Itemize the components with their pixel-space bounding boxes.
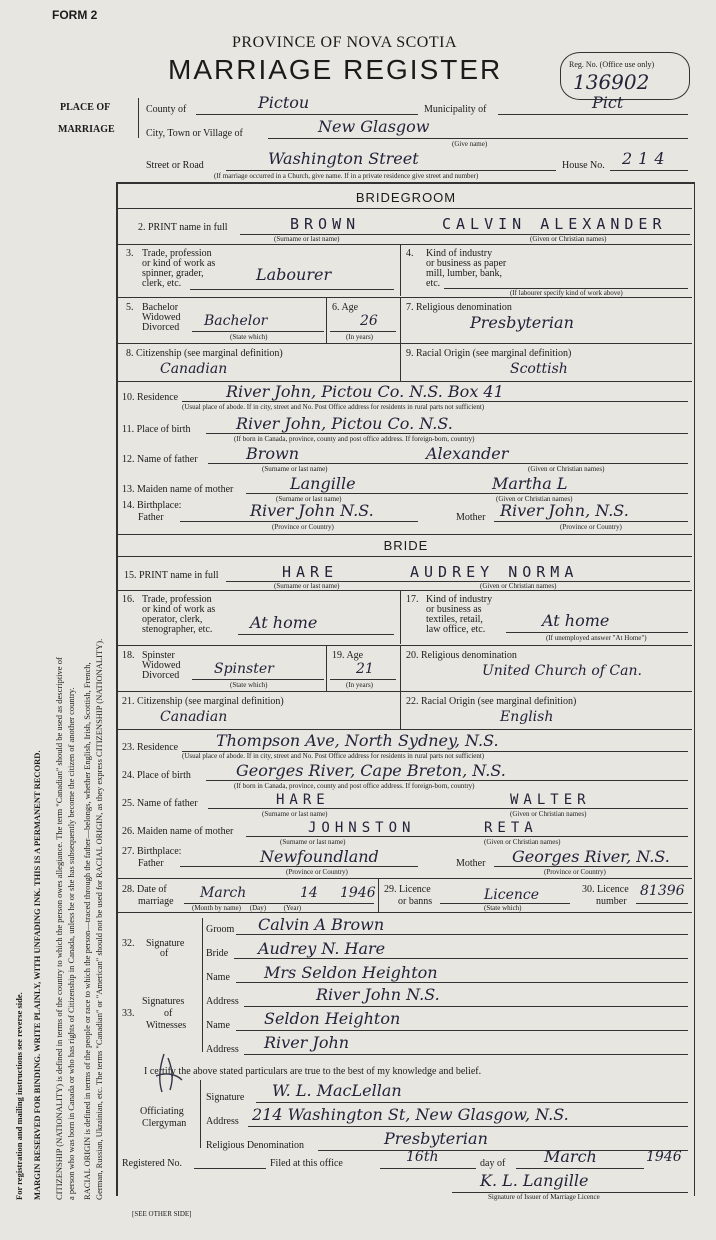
groom-religion: Presbyterian: [470, 313, 574, 332]
sig-label-2: of: [160, 948, 169, 959]
street-value: Washington Street: [268, 149, 419, 168]
bride-industry-num: 17.: [406, 594, 419, 605]
bride-birthplace-label-1: 27. Birthplace:: [122, 846, 182, 857]
w2-name: Seldon Heighton: [264, 1009, 401, 1028]
day-of-label: day of: [480, 1158, 506, 1169]
licence-no: 81396: [640, 883, 685, 899]
groom-father-sub-surname: (Surname or last name): [262, 465, 328, 473]
city-label: City, Town or Village of: [146, 128, 243, 139]
licence-no-label-1: 30. Licence: [582, 884, 629, 895]
bridegroom-heading: BRIDEGROOM: [355, 190, 457, 205]
groom-birthplace-label-2: Father: [138, 512, 164, 523]
bride-industry-label-3: textiles, retail,: [426, 614, 483, 625]
clergy-religion: Presbyterian: [384, 1129, 488, 1148]
licence-sub: (State which): [484, 904, 522, 912]
bride-father-surname: HARE: [276, 792, 330, 808]
clergy-address-label: Address: [206, 1116, 239, 1127]
clergy-religion-label: Religious Denomination: [206, 1140, 305, 1151]
witness-num: 33.: [122, 1008, 135, 1019]
bride-mother-surname: JOHNSTON: [308, 820, 416, 836]
clergy-signature: W. L. MacLellan: [272, 1081, 402, 1100]
groom-age: 26: [360, 313, 378, 329]
groom-birthplace-mother-label: Mother: [456, 512, 486, 523]
bride-citizenship-label: 21. Citizenship (see marginal definition): [122, 696, 284, 707]
groom-status-sub: (State which): [230, 333, 268, 341]
margin-line-5: RACIAL ORIGIN is defined in terms of the people or race to which the person—traced through the father—belongs, whether English, Irish, Scottish, French,: [82, 662, 92, 1200]
bride-mother-sub-given: (Given or Christian names): [484, 838, 561, 846]
bride-father-sub-surname: (Surname or last name): [262, 810, 328, 818]
issuer-sub: Signature of Issuer of Marriage Licence: [488, 1193, 600, 1201]
house-value: 214: [622, 149, 671, 168]
bride-industry-label-4: law office, etc.: [426, 624, 486, 635]
bride-age-label: 19. Age: [332, 650, 364, 661]
margin-line-1: For registration and mailing instructions see reverse side.: [14, 992, 24, 1200]
bride-birth: Georges River, Cape Breton, N.S.: [236, 761, 506, 780]
groom-mother-sub-given: (Given or Christian names): [496, 495, 573, 503]
groom-industry-label-3: mill, lumber, bank,: [426, 268, 502, 279]
groom-industry-label-4: etc.: [426, 278, 441, 289]
groom-name-sub-given: (Given or Christian names): [530, 235, 607, 243]
bride-father-label: 25. Name of father: [122, 798, 198, 809]
bride-age: 21: [356, 661, 374, 677]
w1-address: River John N.S.: [316, 985, 440, 1004]
bride-status-label-3: Divorced: [142, 670, 180, 681]
groom-age-label: 6. Age: [332, 302, 359, 313]
groom-trade-num: 3.: [126, 248, 134, 259]
w2-name-label: Name: [206, 1020, 230, 1031]
bride-birthplace-father: Newfoundland: [260, 847, 379, 866]
bride-heading: BRIDE: [383, 538, 429, 553]
bride-surname: HARE: [282, 563, 339, 581]
groom-industry-note: (If labourer specify kind of work above): [510, 289, 623, 297]
groom-sig-label: Groom: [206, 924, 235, 935]
bride-name-sub-given: (Given or Christian names): [480, 582, 557, 590]
bride-birthplace-mother-label: Mother: [456, 858, 486, 869]
marriage-label: MARRIAGE: [58, 124, 115, 135]
bride-religion: United Church of Can.: [482, 663, 642, 679]
licence-no-label-2: number: [596, 896, 627, 907]
city-value: New Glasgow: [318, 117, 430, 136]
sig-num: 32.: [122, 938, 135, 949]
clergy-sig-label: Signature: [206, 1092, 245, 1103]
groom-age-sub: (In years): [346, 333, 374, 341]
bride-residence-sub: (Usual place of abode. If in city, street and No. Post Office address for residents in rural parts not sufficient): [182, 752, 485, 760]
groom-birthplace-sub-1: (Province or Country): [272, 523, 334, 531]
page-title: MARRIAGE REGISTER: [168, 54, 503, 85]
bride-status-label-2: Widowed: [142, 660, 181, 671]
bride-mother-label: 26. Maiden name of mother: [122, 826, 234, 837]
bride-racial: English: [500, 709, 554, 725]
filed-day: 16th: [406, 1149, 439, 1165]
street-label: Street or Road: [146, 160, 204, 171]
reg-no-box: [560, 52, 690, 100]
groom-father-sub-given: (Given or Christian names): [528, 465, 605, 473]
margin-line-2: MARGIN RESERVED FOR BINDING. WRITE PLAINLY, WITH UNFADING INK. THIS IS A PERMANENT RECORD.: [32, 750, 42, 1200]
marriage-year: 1946: [340, 885, 376, 901]
groom-status-label-1: Bachelor: [142, 302, 179, 313]
witness-label-1: Signatures: [142, 996, 185, 1007]
bride-trade-label-3: operator, clerk,: [142, 614, 203, 625]
county-label: County of: [146, 104, 187, 115]
bride-trade-label-2: or kind of work as: [142, 604, 216, 615]
groom-father-given: Alexander: [426, 444, 509, 463]
clergy-initial-mark: [150, 1050, 186, 1096]
bride-signature: Audrey N. Hare: [258, 939, 386, 958]
groom-birthplace-sub-2: (Province or Country): [560, 523, 622, 531]
bride-status-num: 18.: [122, 650, 135, 661]
bride-industry-label-1: Kind of industry: [426, 594, 493, 605]
groom-status: Bachelor: [204, 313, 268, 329]
bride-residence-label: 23. Residence: [122, 742, 179, 753]
groom-name-label: 2. PRINT name in full: [138, 222, 228, 233]
bride-industry-label-2: or business as: [426, 604, 482, 615]
bride-racial-label: 22. Racial Origin (see marginal definition): [406, 696, 577, 707]
bride-given: AUDREY NORMA: [410, 563, 579, 581]
date-label-2: marriage: [138, 896, 174, 907]
groom-trade-label-2: or kind of work as: [142, 258, 216, 269]
groom-birth-label: 11. Place of birth: [122, 424, 191, 435]
bride-religion-label: 20. Religious denomination: [406, 650, 517, 661]
filed-label: Filed at this office: [270, 1158, 343, 1169]
sig-label-1: Signature: [146, 938, 185, 949]
bride-status: Spinster: [214, 661, 274, 677]
groom-father-surname: Brown: [246, 444, 300, 463]
bride-father-sub-given: (Given or Christian names): [510, 810, 587, 818]
groom-trade-label-3: spinner, grader,: [142, 268, 204, 279]
margin-line-4: a person who was born in Canada or who has rights of Citizenship in Canada, unless he or she has subsequently become the citizen of another country.: [66, 687, 76, 1200]
bride-name-label: 15. PRINT name in full: [124, 570, 219, 581]
witness-label-2: of: [164, 1008, 173, 1019]
registered-no-label: Registered No.: [122, 1158, 182, 1169]
margin-line-6: German, Russian, Ukrainian, etc. The terms "Canadian" or "American" should not be used for RACIAL ORIGIN, as they express CITIZENSHIP (NATIONALITY).: [94, 638, 104, 1200]
bride-trade-num: 16.: [122, 594, 135, 605]
w1-name: Mrs Seldon Heighton: [264, 963, 438, 982]
groom-surname: BROWN: [290, 215, 361, 233]
bride-birth-sub: (If born in Canada, province, county and post office address. If foreign-born, country): [234, 782, 475, 790]
groom-mother-given: Martha L: [492, 474, 568, 493]
bride-birthplace-sub-2: (Province or Country): [544, 868, 606, 876]
marriage-day: 14: [300, 885, 318, 901]
bride-citizenship: Canadian: [160, 709, 228, 725]
issuer-signature: K. L. Langille: [480, 1171, 589, 1190]
bride-status-label-1: Spinster: [142, 650, 175, 661]
bride-industry-note: (If unemployed answer "At Home"): [546, 634, 647, 642]
groom-trade-label-1: Trade, profession: [142, 248, 212, 259]
w1-address-label: Address: [206, 996, 239, 1007]
place-note: (If marriage occurred in a Church, give name. If in a private residence give street and number): [214, 172, 479, 180]
bride-trade-label-1: Trade, profession: [142, 594, 212, 605]
licence-label-2: or banns: [398, 896, 433, 907]
groom-signature: Calvin A Brown: [258, 915, 385, 934]
licence-label-1: 29. Licence: [384, 884, 431, 895]
groom-birthplace-label-1: 14. Birthplace:: [122, 500, 182, 511]
w2-address-label: Address: [206, 1044, 239, 1055]
municipality-value: Pict: [592, 93, 624, 112]
bride-name-sub-surname: (Surname or last name): [274, 582, 340, 590]
municipality-label: Municipality of: [424, 104, 487, 115]
groom-status-label-2: Widowed: [142, 312, 181, 323]
bride-status-sub: (State which): [230, 681, 268, 689]
bride-birthplace-mother: Georges River, N.S.: [512, 847, 670, 866]
groom-trade: Labourer: [256, 265, 332, 284]
province-heading: PROVINCE OF NOVA SCOTIA: [232, 34, 458, 51]
witness-label-3: Witnesses: [146, 1020, 187, 1031]
groom-industry-num: 4.: [406, 248, 414, 259]
bride-trade: At home: [250, 613, 318, 632]
house-label: House No.: [562, 160, 605, 171]
reg-no-value: 136902: [573, 70, 650, 94]
bride-mother-sub-surname: (Surname or last name): [280, 838, 346, 846]
bride-age-sub: (In years): [346, 681, 374, 689]
groom-racial-label: 9. Racial Origin (see marginal definition): [406, 348, 572, 359]
groom-mother-surname: Langille: [290, 474, 356, 493]
w2-address: River John: [264, 1033, 350, 1052]
groom-racial: Scottish: [510, 361, 568, 377]
groom-status-label-3: Divorced: [142, 322, 180, 333]
clergy-label-1: Officiating: [140, 1106, 184, 1117]
clergy-label-2: Clergyman: [142, 1118, 187, 1129]
date-sub: (Month by name) (Day) (Year): [192, 904, 302, 912]
groom-industry-label-2: or business as paper: [426, 258, 507, 269]
certify-statement: I certify the above stated particulars are true to the best of my knowledge and belief.: [144, 1066, 482, 1077]
groom-religion-label: 7. Religious denomination: [406, 302, 512, 313]
bride-industry: At home: [542, 611, 610, 630]
bride-mother-given: RETA: [484, 820, 538, 836]
groom-name-sub-surname: (Surname or last name): [274, 235, 340, 243]
filed-year: 1946: [646, 1149, 682, 1165]
bride-father-given: WALTER: [510, 792, 591, 808]
groom-mother-label: 13. Maiden name of mother: [122, 484, 234, 495]
bride-residence: Thompson Ave, North Sydney, N.S.: [216, 731, 499, 750]
groom-industry-label-1: Kind of industry: [426, 248, 493, 259]
marriage-month: March: [200, 885, 247, 901]
binding-margin: [0, 180, 116, 1200]
place-of-label: PLACE OF: [60, 102, 111, 113]
county-value: Pictou: [258, 93, 310, 112]
groom-status-num: 5.: [126, 302, 134, 313]
groom-birth-sub: (If born in Canada, province, county and post office address. If foreign-born, country): [234, 435, 475, 443]
bride-sig-label: Bride: [206, 948, 229, 959]
groom-citizenship: Canadian: [160, 361, 228, 377]
w1-name-label: Name: [206, 972, 230, 983]
groom-residence-sub: (Usual place of abode. If in city, street and No. Post Office address for residents in rural parts not sufficient): [182, 403, 485, 411]
groom-father-label: 12. Name of father: [122, 454, 198, 465]
groom-residence: River John, Pictou Co. N.S. Box 41: [226, 382, 504, 401]
filed-month: March: [544, 1147, 597, 1166]
reg-no-label: Reg. No. (Office use only): [569, 60, 655, 69]
groom-given: CALVIN ALEXANDER: [442, 215, 667, 233]
groom-trade-label-4: clerk, etc.: [142, 278, 182, 289]
date-label-1: 28. Date of: [122, 884, 167, 895]
bride-birthplace-label-2: Father: [138, 858, 164, 869]
see-other-side: [SEE OTHER SIDE]: [132, 1210, 192, 1218]
bride-trade-label-4: stenographer, etc.: [142, 624, 213, 635]
groom-citizenship-label: 8. Citizenship (see marginal definition): [126, 348, 283, 359]
groom-mother-sub-surname: (Surname or last name): [276, 495, 342, 503]
clergy-address: 214 Washington St, New Glasgow, N.S.: [252, 1105, 569, 1124]
form-label: FORM 2: [52, 8, 98, 22]
groom-birthplace-father: River John N.S.: [250, 501, 374, 520]
bride-birthplace-sub-1: (Province or Country): [286, 868, 348, 876]
groom-birthplace-mother: River John, N.S.: [500, 501, 629, 520]
bride-birth-label: 24. Place of birth: [122, 770, 191, 781]
groom-birth: River John, Pictou Co. N.S.: [236, 414, 453, 433]
licence-type: Licence: [484, 887, 540, 903]
margin-line-3: CITIZENSHIP (NATIONALITY) is defined in terms of the country to which the person owes allegiance. The term "Canadian" should be used as descriptive of: [54, 657, 64, 1200]
groom-residence-label: 10. Residence: [122, 392, 179, 403]
city-sub: (Give name): [452, 140, 488, 148]
